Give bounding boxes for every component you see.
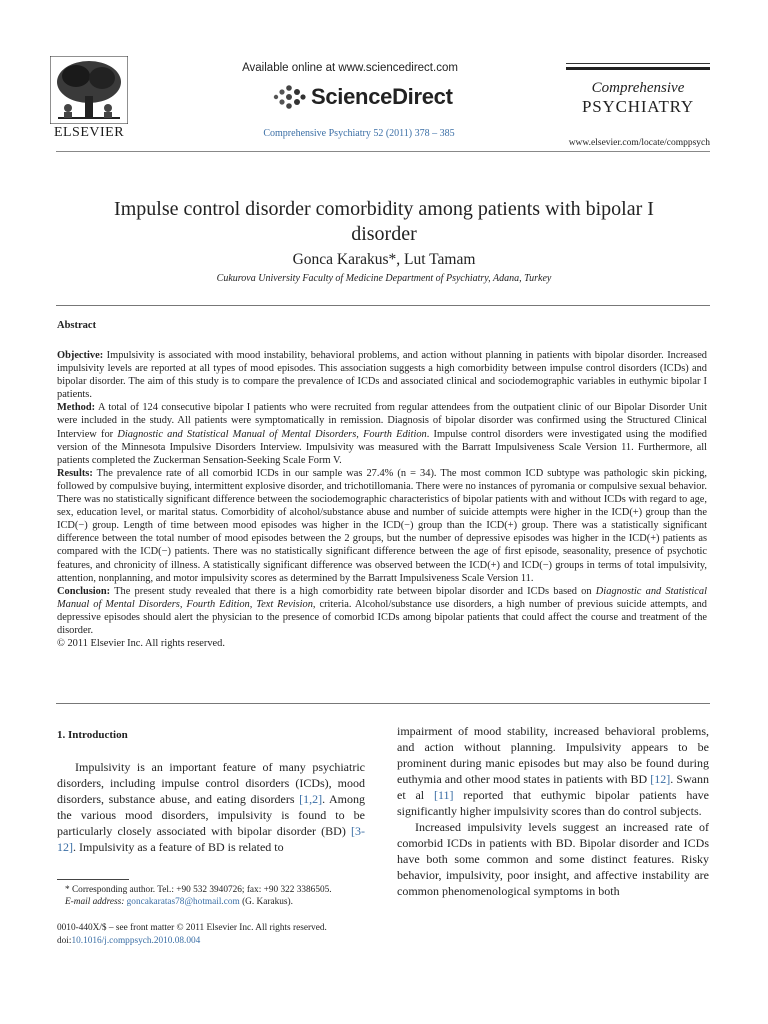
- doi-link[interactable]: 10.1016/j.comppsych.2010.08.004: [71, 935, 201, 946]
- left-text-c: . Impulsivity as a feature of BD is related to: [73, 840, 284, 854]
- page-header: [0, 0, 768, 160]
- method-text-2: . Impulse control disorders were investigated using the modified version of the Minnesota Impulsive Disorders Interview. Impulsivity was measured with the Barratt Impulsiveness Scale Version 11. Furthermore, all patients completed the Zuckerman Sensation-Seeking Scale Form V.: [57, 428, 708, 466]
- corresponding-author: * Corresponding author. Tel.: +90 532 3940726; fax: +90 322 3386505.: [65, 885, 332, 895]
- doi-label: doi:: [57, 935, 72, 946]
- journal-title-line2: PSYCHIATRY: [582, 97, 694, 116]
- right-text-a: impairment of mood stability, increased behavioral problems, and action without planning. Impulsivity appears to be prominent during manic episodes but may also be found during euthymia and other mood states in patients with BD: [397, 724, 709, 786]
- available-online-text[interactable]: Available online at www.sciencedirect.com: [242, 62, 458, 74]
- right-text-c: reported that euthymic bipolar patients have significantly higher impulsivity scores than do control subjects.: [397, 788, 709, 818]
- abstract-method: [57, 401, 707, 466]
- citation-link[interactable]: [11]: [433, 788, 454, 802]
- abstract-conclusion: [57, 585, 707, 637]
- method-italic: Diagnostic and Statistical Manual of Mental Disorders, Fourth Edition: [117, 428, 427, 440]
- journal-rule-thin: [566, 63, 710, 64]
- abstract-body: [57, 349, 707, 650]
- abstract-heading: Abstract: [57, 320, 97, 331]
- left-paragraph: [57, 759, 365, 855]
- conclusion-text-1: The present study revealed that there is a high comorbidity rate between bipolar disorder and ICDs based on: [110, 585, 596, 597]
- left-text-b: . Among the various mood disorders, impulsivity is found to be particularly closely associated with bipolar disorder (BD): [57, 792, 365, 838]
- abstract-results: [57, 467, 707, 585]
- article-title: Impulse control disorder comorbidity among patients with bipolar I disorder: [114, 198, 654, 245]
- journal-rule-thick: [566, 67, 710, 70]
- method-text-1: A total of 124 consecutive bipolar I patients who were recruited from regular attendees from the outpatient clinic of our Bipolar Disorder Unit were included in the study. All patients were symptomatically in remission. Diagnosis of bipolar disorder was confirmed using the Structured Clinical Interview for: [57, 402, 707, 440]
- elsevier-tree-icon: [50, 56, 128, 124]
- issn-line: 0010-440X/$ – see front matter © 2011 Elsevier Inc. All rights reserved.: [57, 923, 327, 933]
- results-label: Results:: [57, 467, 93, 479]
- sciencedirect-name: ScienceDirect: [311, 84, 453, 109]
- conclusion-text-2: criteria. Alcohol/substance use disorders, a high number of previous suicide attempts, and depressive episodes should alert the physician to the presence of comorbid ICDs among bipolar patients that could affect the course and treatment of the disorder.: [57, 598, 707, 636]
- journal-title-line1: Comprehensive: [591, 80, 685, 96]
- doi-line: [57, 935, 367, 948]
- right-paragraph-2: Increased impulsivity levels suggest an increased rate of comorbid ICDs in patients with BD. Bipolar disorder and ICDs have both some common and some distinct features. Risky behavior, impulsivity, poor insight, and affective instability are common phenomenological symptoms in both: [397, 820, 709, 898]
- abstract-divider-top: [56, 305, 710, 306]
- results-text: The prevalence rate of all comorbid ICDs in our sample was 27.4% (n = 34). The most common ICD subtype was pathologic skin picking, followed by compulsive buying, intermittent explosive disorder, and trichotillomania. There were no instances of pyromania or compulsive sexual behavior. There was no statistically significant difference between the sociodemographic characteristics of bipolar patients with and without ICDs with regard to age, sex, education level, or marital status. Comorbidity of alcohol/substance abuse and number of suicide attempts were higher in the ICD(+) group than the ICD(−) group. Length of time between mood episodes was higher in the ICD(−) group than the ICD(+) group. There was a statistically significant difference between the total number of mood episodes between the 2 groups, but the number of depressive episodes was higher in the ICD(+) patients as compared with the ICD(−) patients. There was no statistically significant difference between the age of first episode, seasonality, presence of psychotic features, and chronicity of illness. A statistically significant difference was observed between the ICD(+) and ICD(−) groups in terms of total impulsivity, attention, nonplanning, and motor impulsivity scores as determined by the Barratt Impulsiveness Scale Version 11.: [57, 467, 707, 584]
- method-label: Method:: [57, 402, 96, 414]
- conclusion-label: Conclusion:: [57, 585, 111, 597]
- conclusion-italic: Diagnostic and Statistical Manual of Mental Disorders, Fourth Edition, Text Revision,: [57, 585, 707, 610]
- abstract-objective: [57, 349, 707, 401]
- abstract-divider-bottom: [56, 703, 710, 704]
- journal-url[interactable]: www.elsevier.com/locate/comppsych: [568, 138, 710, 148]
- footnote: [57, 884, 367, 908]
- article-authors: Gonca Karakus*, Lut Tamam: [292, 251, 476, 268]
- left-column: [57, 727, 365, 855]
- footnote-divider: [57, 879, 129, 880]
- sciencedirect-dots-icon: [272, 84, 306, 110]
- objective-label: Objective:: [57, 350, 104, 361]
- citation-link[interactable]: [3-12]: [57, 824, 365, 854]
- publisher-logo: [50, 56, 128, 141]
- citation-link[interactable]: [1,2]: [299, 792, 323, 806]
- journal-reference[interactable]: Comprehensive Psychiatry 52 (2011) 378 – 385: [263, 128, 455, 139]
- left-text-a: Impulsivity is an important feature of many psychiatric disorders, including impulse control disorders (ICDs), mood disorders, substance abuse, and eating disorders: [57, 760, 365, 806]
- objective-text: Impulsivity is associated with mood instability, behavioral problems, and action without planning in patients with bipolar disorder. Increased impulsivity levels are reported at all types of mood episodes. This association suggests a high comorbidity between impulse control disorders (ICDs) and bipolar disorder. The aim of this study is to compare the prevalence of ICDs and associated clinical and sociodemographic variables in euthymic bipolar I patients.: [57, 350, 707, 401]
- section-title: 1. Introduction: [57, 729, 128, 741]
- right-text-b: . Swann et al: [397, 772, 710, 802]
- email-label: E-mail address:: [65, 897, 125, 907]
- author-affiliation: Cukurova University Faculty of Medicine Department of Psychiatry, Adana, Turkey: [216, 273, 552, 284]
- header-divider: [56, 151, 710, 152]
- email-link[interactable]: goncakaratas78@hotmail.com: [126, 897, 240, 907]
- right-column: [397, 723, 709, 899]
- right-paragraph-1: [397, 723, 709, 819]
- abstract-copyright: © 2011 Elsevier Inc. All rights reserved.: [57, 638, 225, 650]
- publisher-name: ELSEVIER: [53, 125, 125, 140]
- sciencedirect-logo[interactable]: [272, 83, 453, 111]
- citation-link[interactable]: [12]: [650, 772, 671, 786]
- front-matter: [57, 922, 367, 947]
- email-suffix: (G. Karakus).: [239, 897, 293, 907]
- email-line: [57, 896, 367, 908]
